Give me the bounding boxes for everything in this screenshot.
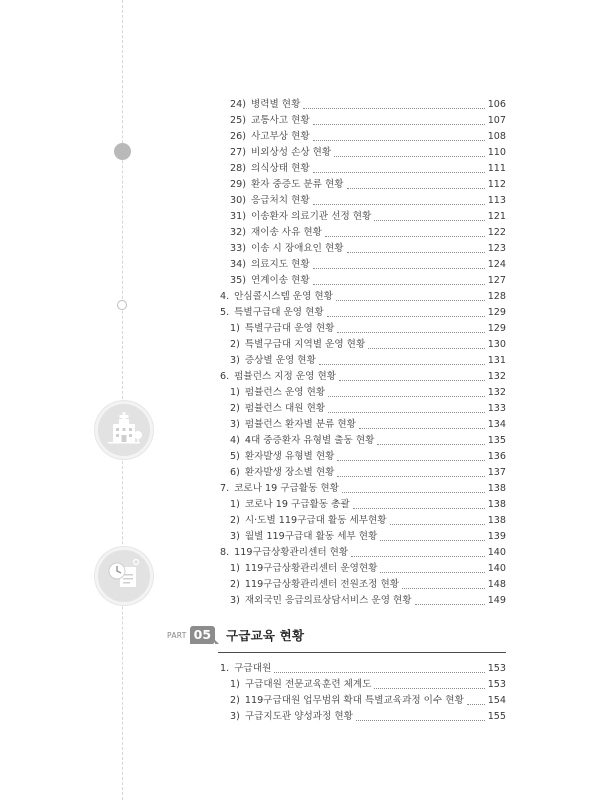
toc-section[interactable]: 5. 특별구급대 운영 현황 129 [220, 307, 506, 318]
part-title: 구급교육 현황 [226, 628, 305, 643]
toc-section[interactable]: 8. 119구급상황관리센터 현황 140 [220, 547, 506, 558]
toc-entry[interactable]: 30) 응급처치 현황 113 [230, 195, 506, 206]
toc-entry[interactable]: 31) 이송환자 의료기관 선정 현황 121 [230, 211, 506, 222]
toc-entry[interactable]: 2) 특별구급대 지역별 운영 현황 130 [230, 339, 506, 350]
toc-entry[interactable]: 3) 증상별 운영 현황 131 [230, 355, 506, 366]
toc-entry[interactable]: 4) 4대 중증환자 유형별 출동 현황 135 [230, 435, 506, 446]
toc-entry[interactable]: 3) 재외국민 응급의료상담서비스 운영 현황 149 [230, 595, 506, 606]
toc-entry[interactable]: 3) 펌뷸런스 환자별 분류 현황 134 [230, 419, 506, 430]
part-label: PART [167, 630, 187, 640]
timeline-ring-dot [117, 300, 127, 310]
toc-entry[interactable]: 29) 환자 중증도 분류 현황 112 [230, 179, 506, 190]
toc-entry[interactable]: 26) 사고부상 현황 108 [230, 131, 506, 142]
clock-document-icon [95, 547, 153, 605]
toc-entry[interactable]: 5) 환자발생 유형별 현황 136 [230, 451, 506, 462]
timeline-line [122, 0, 123, 800]
toc-entry[interactable]: 32) 재이송 사유 현황 122 [230, 227, 506, 238]
toc-entry[interactable]: 1) 특별구급대 운영 현황 129 [230, 323, 506, 334]
toc-entry[interactable]: 25) 교통사고 현황 107 [230, 115, 506, 126]
toc-entry[interactable]: 6) 환자발생 장소별 현황 137 [230, 467, 506, 478]
toc-section[interactable]: 1. 구급대원 153 [220, 663, 506, 674]
toc-entry[interactable]: 34) 의료지도 현황 124 [230, 259, 506, 270]
toc-entry[interactable]: 1) 119구급상황관리센터 운영현황 140 [230, 563, 506, 574]
toc-entry[interactable]: 35) 연계이송 현황 127 [230, 275, 506, 286]
hospital-icon [95, 401, 153, 459]
toc-section[interactable]: 7. 코로나 19 구급활동 현황 138 [220, 483, 506, 494]
toc-section[interactable]: 4. 안심콜시스템 운영 현황 128 [220, 291, 506, 302]
toc-entry[interactable]: 27) 비외상성 손상 현황 110 [230, 147, 506, 158]
toc-entry[interactable]: 2) 펌뷸런스 대원 현황 133 [230, 403, 506, 414]
toc-entry[interactable]: 2) 119구급대원 업무범위 확대 특별교육과정 이수 현황 154 [230, 695, 506, 706]
toc-entry[interactable]: 2) 시·도별 119구급대 활동 세부현황 138 [230, 515, 506, 526]
part-header [167, 626, 304, 644]
toc-section[interactable]: 6. 펌뷸런스 지정 운영 현황 132 [220, 371, 506, 382]
part-divider [218, 652, 506, 653]
toc-entry[interactable]: 3) 월별 119구급대 활동 세부 현황 139 [230, 531, 506, 542]
toc-entry[interactable]: 28) 의식상태 현황 111 [230, 163, 506, 174]
toc-entry[interactable]: 1) 구급대원 전문교육훈련 체계도 153 [230, 679, 506, 690]
toc-entry[interactable]: 3) 구급지도관 양성과정 현황 155 [230, 711, 506, 722]
part-number-badge: 05 [190, 626, 215, 644]
toc-entry[interactable]: 24) 병력별 현황 106 [230, 99, 506, 110]
toc-entry[interactable]: 2) 119구급상황관리센터 전원조정 현황 148 [230, 579, 506, 590]
timeline-dot [114, 143, 131, 160]
toc-entry[interactable]: 1) 코로나 19 구급활동 총괄 138 [230, 499, 506, 510]
toc-entry[interactable]: 33) 이송 시 장애요인 현황 123 [230, 243, 506, 254]
toc-entry[interactable]: 1) 펌뷸런스 운영 현황 132 [230, 387, 506, 398]
